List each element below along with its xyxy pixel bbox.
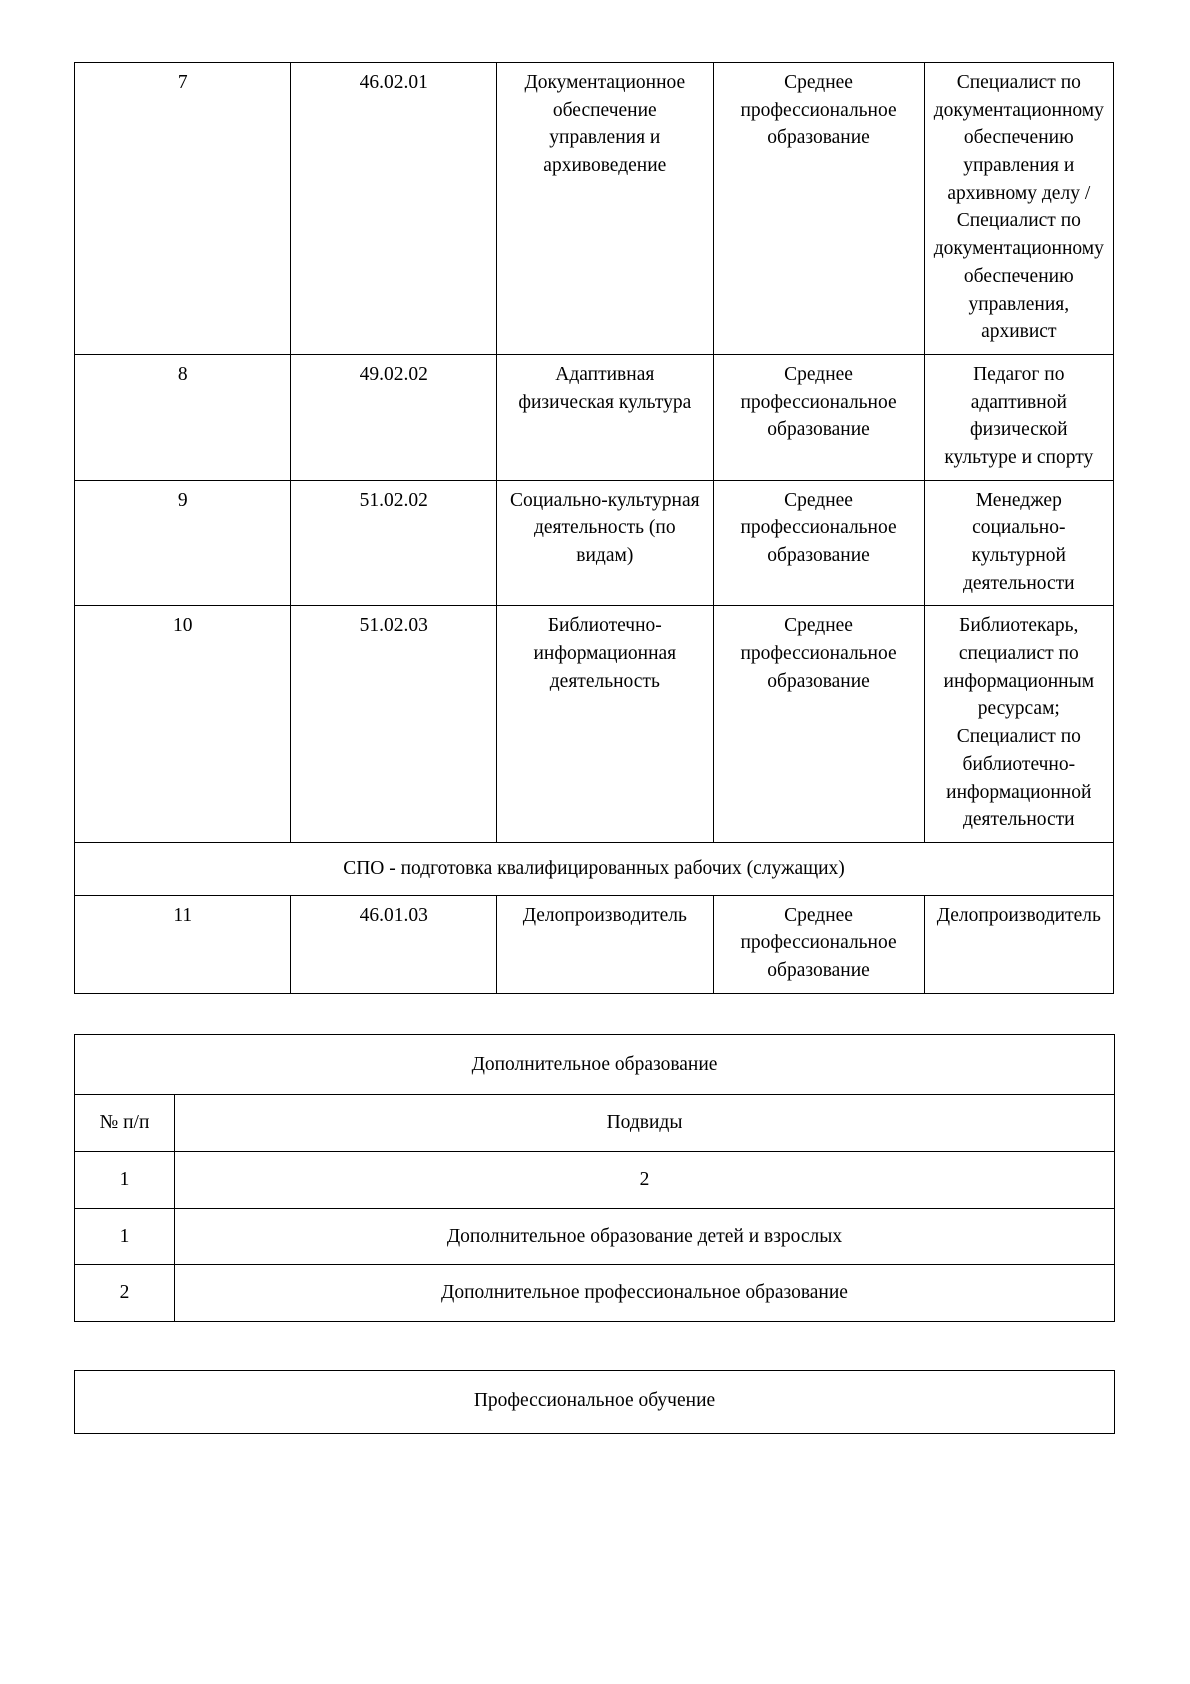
education-level: Среднее профессиональное образование	[713, 480, 924, 606]
section-title: СПО - подготовка квалифицированных рабочих (служащих)	[75, 842, 1114, 895]
row-number: 7	[75, 63, 291, 355]
table-row	[75, 354, 1114, 480]
table-row	[75, 63, 1114, 355]
column-header-subtypes: Подвиды	[175, 1095, 1115, 1152]
table-title-row	[75, 1371, 1115, 1434]
table-row	[75, 895, 1114, 993]
qualification: Менеджер социально-культурной деятельности	[924, 480, 1113, 606]
table-row	[75, 1265, 1115, 1322]
column-index-2: 2	[175, 1152, 1115, 1209]
row-number: 8	[75, 354, 291, 480]
table-column-numbering-row	[75, 1152, 1115, 1209]
row-number: 11	[75, 895, 291, 993]
additional-education-table	[74, 1034, 1115, 1322]
spo-specialties-table	[74, 62, 1114, 994]
table-header-row	[75, 1095, 1115, 1152]
table-row	[75, 480, 1114, 606]
qualification: Педагог по адаптивной физической культуре и спорту	[924, 354, 1113, 480]
specialty-name: Делопроизводитель	[497, 895, 713, 993]
education-level: Среднее профессиональное образование	[713, 63, 924, 355]
specialty-name: Социально-культурная деятельность (по видам)	[497, 480, 713, 606]
specialty-code: 46.01.03	[291, 895, 497, 993]
qualification: Специалист по документационному обеспечению управления и архивному делу / Специалист по документационному обеспечению управления, архивист	[924, 63, 1113, 355]
specialty-code: 51.02.02	[291, 480, 497, 606]
row-number: 9	[75, 480, 291, 606]
column-header-number: № п/п	[75, 1095, 175, 1152]
table-row	[75, 606, 1114, 843]
specialty-name: Адаптивная физическая культура	[497, 354, 713, 480]
table-spacer	[74, 994, 1116, 1034]
table-section-header-row	[75, 842, 1114, 895]
professional-training-table	[74, 1370, 1115, 1434]
table-title-row	[75, 1034, 1115, 1095]
specialty-name: Документационное обеспечение управления и архивоведение	[497, 63, 713, 355]
specialty-code: 46.02.01	[291, 63, 497, 355]
subtype-name: Дополнительное профессиональное образование	[175, 1265, 1115, 1322]
additional-education-title: Дополнительное образование	[75, 1034, 1115, 1095]
education-level: Среднее профессиональное образование	[713, 606, 924, 843]
specialty-name: Библиотечно-информационная деятельность	[497, 606, 713, 843]
qualification: Делопроизводитель	[924, 895, 1113, 993]
column-index-1: 1	[75, 1152, 175, 1209]
qualification: Библиотекарь, специалист по информационным ресурсам; Специалист по библиотечно-информационной деятельности	[924, 606, 1113, 843]
specialty-code: 49.02.02	[291, 354, 497, 480]
row-number: 2	[75, 1265, 175, 1322]
education-level: Среднее профессиональное образование	[713, 895, 924, 993]
row-number: 1	[75, 1208, 175, 1265]
table-spacer	[74, 1322, 1116, 1370]
specialty-code: 51.02.03	[291, 606, 497, 843]
row-number: 10	[75, 606, 291, 843]
subtype-name: Дополнительное образование детей и взрослых	[175, 1208, 1115, 1265]
table-row	[75, 1208, 1115, 1265]
education-level: Среднее профессиональное образование	[713, 354, 924, 480]
professional-training-title: Профессиональное обучение	[75, 1371, 1115, 1434]
